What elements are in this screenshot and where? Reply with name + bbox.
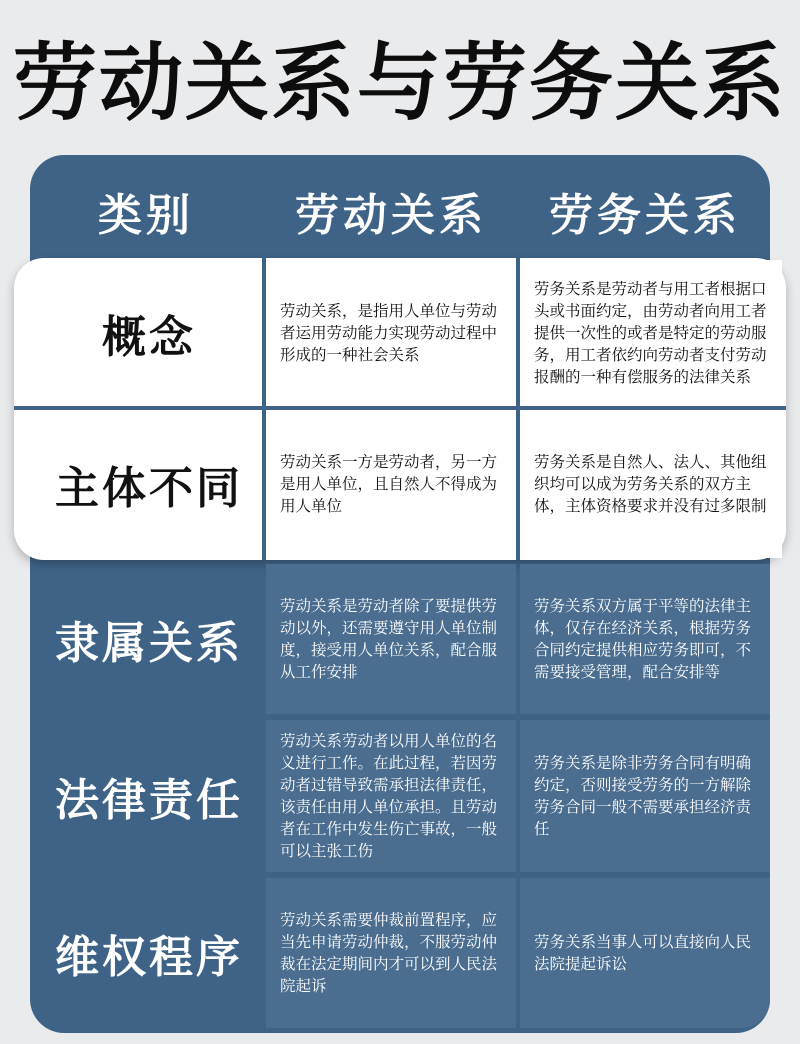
cell-liability-labor: 劳动关系劳动者以用人单位的名义进行工作。在此过程，若因劳动者过错导致需承担法律责任，该责任由用人单位承担。且劳动者在工作中发生伤亡事故，一般可以主张工伤 xyxy=(266,720,516,872)
header-labor-relation: 劳动关系 xyxy=(295,190,487,241)
cell-concept-labor: 劳动关系，是指用人单位与劳动者运用劳动能力实现劳动过程中形成的一种社会关系 xyxy=(266,260,516,406)
row-label-subject: 主体不同 xyxy=(55,463,243,514)
cell-subject-labor: 劳动关系一方是劳动者，另一方是用人单位，且自然人不得成为用人单位 xyxy=(266,410,516,558)
cell-concept-service: 劳务关系是劳动者与用工者根据口头或书面约定，由劳动者向用工者提供一次性的或者是特定的劳动服务，用工者依约向劳动者支付劳动报酬的一种有偿服务的法律关系 xyxy=(520,260,782,406)
cell-procedure-service: 劳务关系当事人可以直接向人民法院提起诉讼 xyxy=(520,878,770,1028)
page-title: 劳动关系与劳务关系 xyxy=(12,34,787,132)
header-service-relation: 劳务关系 xyxy=(549,190,741,241)
header-category: 类别 xyxy=(98,190,194,241)
row-label-concept: 概念 xyxy=(102,312,196,363)
cell-procedure-labor: 劳动关系需要仲裁前置程序，应当先申请劳动仲裁，不服劳动仲裁在法定期间内才可以到人民法院起诉 xyxy=(266,878,516,1028)
cell-liability-service: 劳务关系是除非劳务合同有明确约定，否则接受劳务的一方解除劳务合同一般不需要承担经济责任 xyxy=(520,720,770,872)
row-label-subordination: 隶属关系 xyxy=(55,618,243,669)
row-label-legal-liability: 法律责任 xyxy=(55,775,243,826)
cell-subordination-service: 劳务关系双方属于平等的法律主体，仅存在经济关系，根据劳务合同约定提供相应劳务即可，不需要接受管理，配合安排等 xyxy=(520,564,770,714)
row-label-rights-procedure: 维权程序 xyxy=(55,932,243,983)
cell-subject-service: 劳务关系是自然人、法人、其他组织均可以成为劳务关系的双方主体，主体资格要求并没有过多限制 xyxy=(520,410,782,558)
cell-subordination-labor: 劳动关系是劳动者除了要提供劳动以外，还需要遵守用人单位制度，接受用人单位关系，配合服从工作安排 xyxy=(266,564,516,714)
